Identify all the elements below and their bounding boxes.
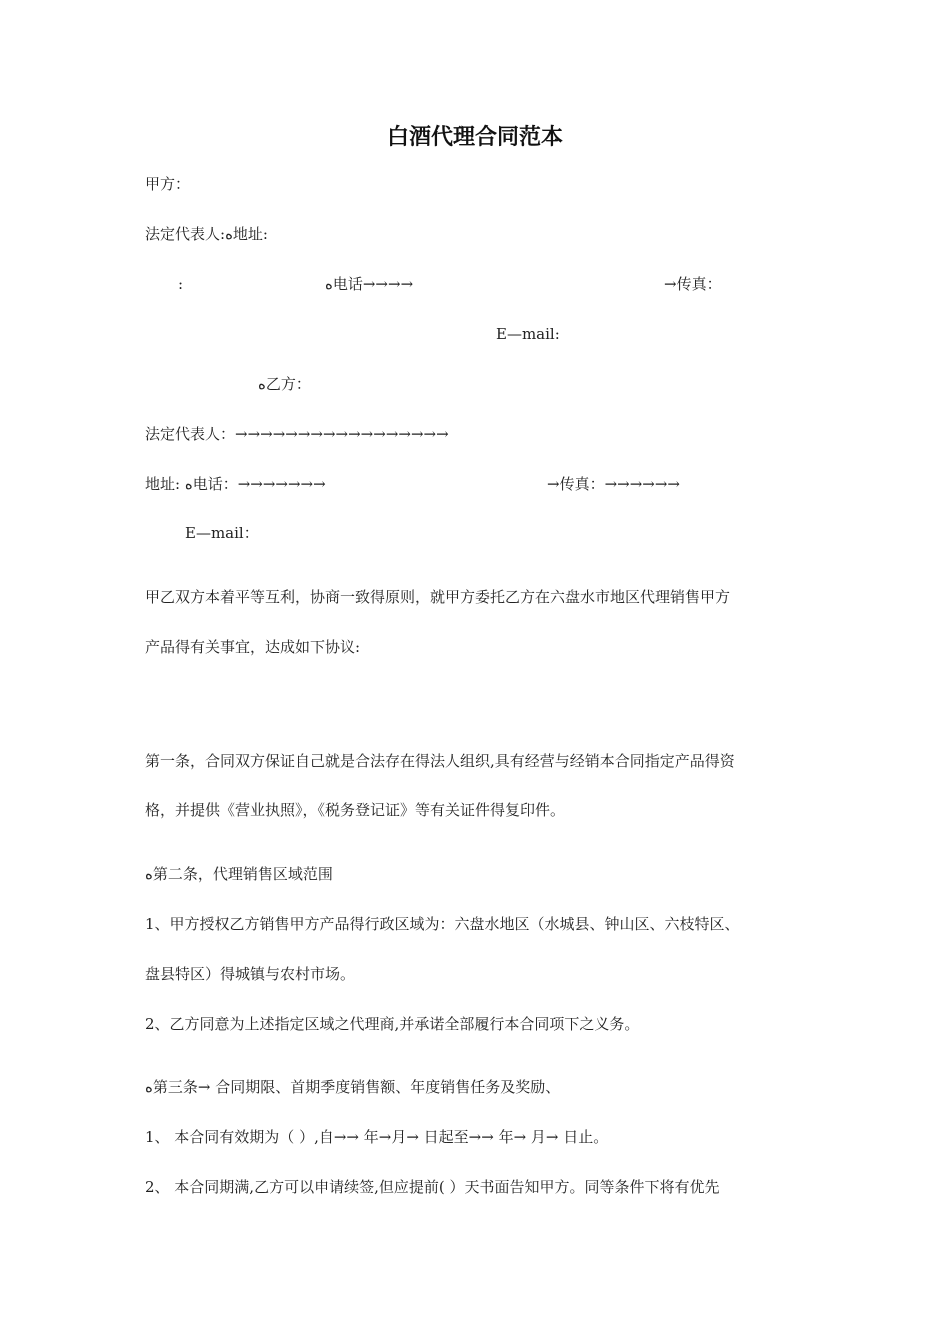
document-title: 白酒代理合同范本 <box>386 125 563 150</box>
intro-line-1: 甲乙双方本着平等互利，协商一致得原则，就甲方委托乙方在六盘水市地区代理销售甲方 <box>145 588 731 606</box>
party-a-phone: ﻩ电话→→→→ <box>325 275 414 293</box>
article-2-item-1a: 1、甲方授权乙方销售甲方产品得行政区域为：六盘水地区（水城县、钟山区、六枝特区、 <box>145 915 740 933</box>
party-a-email: E—mail: <box>496 325 560 343</box>
party-b-rep: 法定代表人：→→→→→→→→→→→→→→→→→ <box>145 425 449 443</box>
party-a-label: 甲方： <box>145 175 191 193</box>
party-a-fax: →传真： <box>664 275 722 293</box>
party-a-colon: : <box>178 275 184 293</box>
party-b-email: E—mail： <box>185 524 259 542</box>
article-3-item-2: 2、 本合同期满,乙方可以申请续签,但应提前( ）天书面告知甲方。同等条件下将有优先 <box>145 1178 720 1196</box>
article-3-heading: ﻩ第三条→ 合同期限、首期季度销售额、年度销售任务及奖励、 <box>145 1078 561 1096</box>
party-b-label: ﻩ乙方： <box>258 375 311 393</box>
intro-line-2: 产品得有关事宜，达成如下协议: <box>145 638 361 656</box>
article-1-line-2: 格，并提供《营业执照》，《税务登记证》等有关证件得复印件。 <box>145 801 566 819</box>
article-2-heading: ﻩ第二条，代理销售区域范围 <box>145 865 333 883</box>
article-3-item-1: 1、 本合同有效期为（ ）,自→→ 年→月→ 日起至→→ 年→ 月→ 日止。 <box>145 1128 609 1146</box>
party-b-fax: →传真：→→→→→→ <box>547 475 680 493</box>
article-2-item-2: 2、乙方同意为上述指定区域之代理商,并承诺全部履行本合同项下之义务。 <box>145 1015 640 1033</box>
party-b-address-phone: 地址: ﻩ电话：→→→→→→→ <box>145 475 326 493</box>
party-a-rep-address: 法定代表人:ﻩ地址: <box>145 225 268 243</box>
article-2-item-1b: 盘县特区）得城镇与农村市场。 <box>145 965 356 983</box>
article-1-line-1: 第一条，合同双方保证自己就是合法存在得法人组织,具有经营与经销本合同指定产品得资 <box>145 752 735 770</box>
